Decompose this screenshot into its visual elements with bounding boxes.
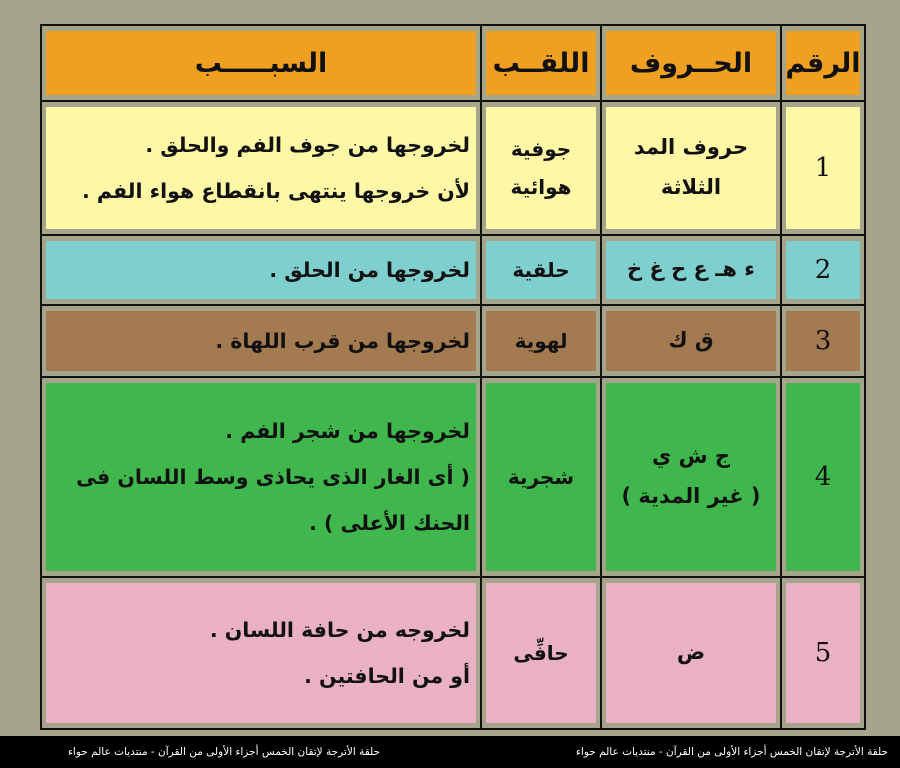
nickname-cell (481, 577, 601, 729)
letters-cell (601, 377, 781, 577)
row-number-cell (781, 305, 865, 377)
row-number: 3 (786, 311, 860, 371)
row-number-cell (781, 101, 865, 235)
letters-cell (601, 305, 781, 377)
row-number: 4 (786, 383, 860, 571)
table-row (41, 577, 865, 729)
letters-line: الثلاثة (660, 175, 722, 199)
reason-cell (41, 305, 481, 377)
table-row (41, 235, 865, 305)
letters-line: ج ش ي (652, 444, 730, 469)
row-number-cell (781, 377, 865, 577)
nickname-cell (481, 235, 601, 305)
table-row (41, 101, 865, 235)
row-number-cell (781, 235, 865, 305)
letters-cell (601, 577, 781, 729)
nickname-line: لهوية (514, 329, 568, 353)
reason-cell (41, 235, 481, 305)
nickname-cell (481, 377, 601, 577)
reason-line: الحنك الأعلى ) . (309, 511, 470, 535)
reason-line: لخروجها من شجر الفم . (225, 419, 470, 443)
header-row (41, 25, 865, 101)
nickname-line: جوفية (510, 137, 572, 161)
table-row (41, 305, 865, 377)
nickname-line: حلقية (512, 258, 570, 282)
letters-line: حروف المد (633, 135, 749, 160)
footer-text-left: حلقة الأترجة لإتقان الخمس أجزاء الأولى من القرآن - منتديات عالم حواء (68, 746, 380, 758)
row-number: 1 (786, 107, 860, 229)
reason-line: لخروجها من جوف الفم والحلق . (145, 133, 470, 157)
header-nickname: اللقــب (481, 25, 601, 101)
letters-line: ض (676, 640, 706, 665)
footer-bar (0, 736, 900, 768)
reason-line: لأن خروجها ينتهى بانقطاع هواء الفم . (82, 179, 470, 203)
letters-line: ق ك (668, 328, 714, 353)
reason-line: ( أى الغار الذى يحاذى وسط اللسان فى (76, 465, 470, 489)
reason-line: لخروجها من الحلق . (269, 258, 470, 282)
nickname-line: هوائية (510, 175, 572, 199)
reason-line: لخروجه من حافة اللسان . (209, 618, 470, 642)
letters-line: ء هـ ع ح غ خ (627, 257, 755, 282)
table-row (41, 377, 865, 577)
header-number: الرقم (781, 25, 865, 101)
row-number: 2 (786, 241, 860, 299)
makharij-table (40, 24, 866, 730)
nickname-cell (481, 305, 601, 377)
footer-text-right: حلقة الأترجة لإتقان الخمس أجزاء الأولى من القرآن - منتديات عالم حواء (576, 746, 888, 758)
row-number-cell (781, 577, 865, 729)
reason-line: أو من الحافتين . (304, 664, 470, 688)
nickname-line: شجرية (507, 465, 575, 489)
header-letters: الحــروف (601, 25, 781, 101)
reason-cell (41, 101, 481, 235)
row-number: 5 (786, 583, 860, 723)
nickname-line: حافِّى (513, 641, 569, 665)
nickname-cell (481, 101, 601, 235)
reason-line: لخروجها من قرب اللهاة . (215, 329, 470, 353)
letters-cell (601, 101, 781, 235)
reason-cell (41, 577, 481, 729)
reason-cell (41, 377, 481, 577)
header-reason: السبـــــب (41, 25, 481, 101)
letters-line: ( غير المدية ) (621, 484, 761, 508)
letters-cell (601, 235, 781, 305)
